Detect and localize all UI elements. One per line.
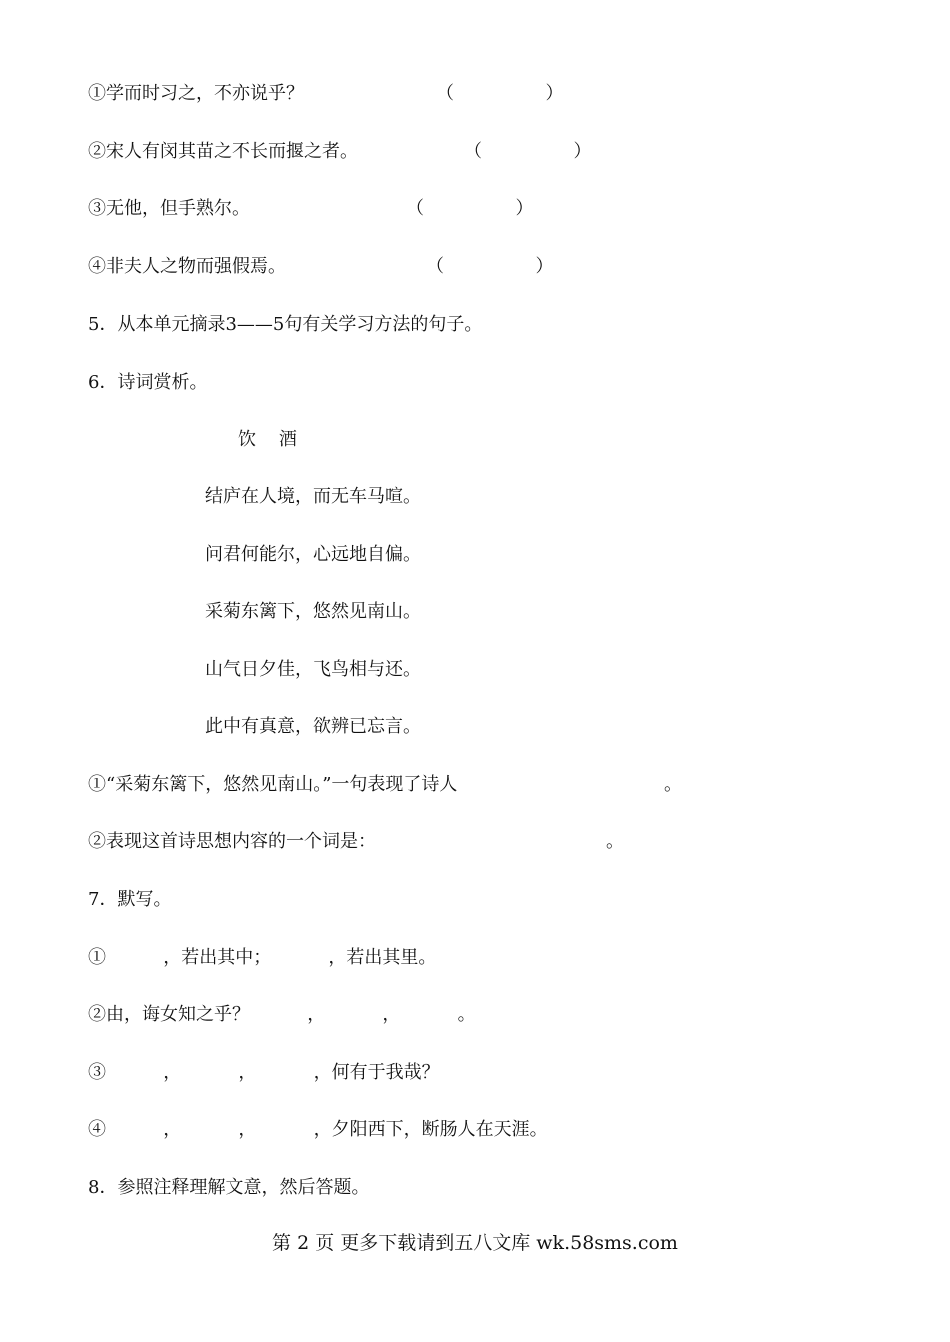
question-7: 7．默写。 <box>88 889 172 910</box>
poem-line: 问君何能尔，心远地自偏。 <box>205 544 421 565</box>
poem-line: 结庐在人境，而无车马喧。 <box>205 486 421 507</box>
question-5: 5．从本单元摘录3——5句有关学习方法的句子。 <box>88 314 483 335</box>
poem-title: 饮 酒 <box>238 429 297 450</box>
item-4-4-answer-blank: （ ） <box>426 256 554 277</box>
poem-line: 采菊东篱下，悠然见南山。 <box>205 601 421 622</box>
question-6-sub-2: ②表现这首诗思想内容的一个词是： <box>88 831 376 852</box>
dictation-line: ②由，诲女知之乎？ ， ， 。 <box>88 1004 476 1025</box>
item-4-2-text: ②宋人有闵其苗之不长而揠之者。 <box>88 141 358 162</box>
question-8: 8．参照注释理解文意，然后答题。 <box>88 1177 370 1198</box>
poem-line: 山气日夕佳，飞鸟相与还。 <box>205 659 421 680</box>
dictation-line: ③ ， ， ，何有于我哉？ <box>88 1062 440 1083</box>
question-6-sub-2-end: 。 <box>606 831 624 852</box>
item-4-3-answer-blank: （ ） <box>406 198 534 219</box>
question-6-sub-1: ①“采菊东篱下，悠然见南山。”一句表现了诗人 <box>88 774 458 795</box>
dictation-line: ④ ， ， ，夕阳西下，断肠人在天涯。 <box>88 1119 548 1140</box>
poem-line: 此中有真意，欲辨已忘言。 <box>205 716 421 737</box>
item-4-1-answer-blank: （ ） <box>436 83 564 104</box>
question-6-sub-1-end: 。 <box>664 774 682 795</box>
item-4-1-text: ①学而时习之，不亦说乎？ <box>88 83 304 104</box>
item-4-2-answer-blank: （ ） <box>464 141 592 162</box>
dictation-line: ① ，若出其中； ，若出其里。 <box>88 947 437 968</box>
question-6: 6．诗词赏析。 <box>88 372 208 393</box>
item-4-4-text: ④非夫人之物而强假焉。 <box>88 256 286 277</box>
page-footer: 第 2 页 更多下载请到五八文库 wk.58sms.com <box>272 1232 678 1254</box>
item-4-3-text: ③无他，但手熟尔。 <box>88 198 250 219</box>
